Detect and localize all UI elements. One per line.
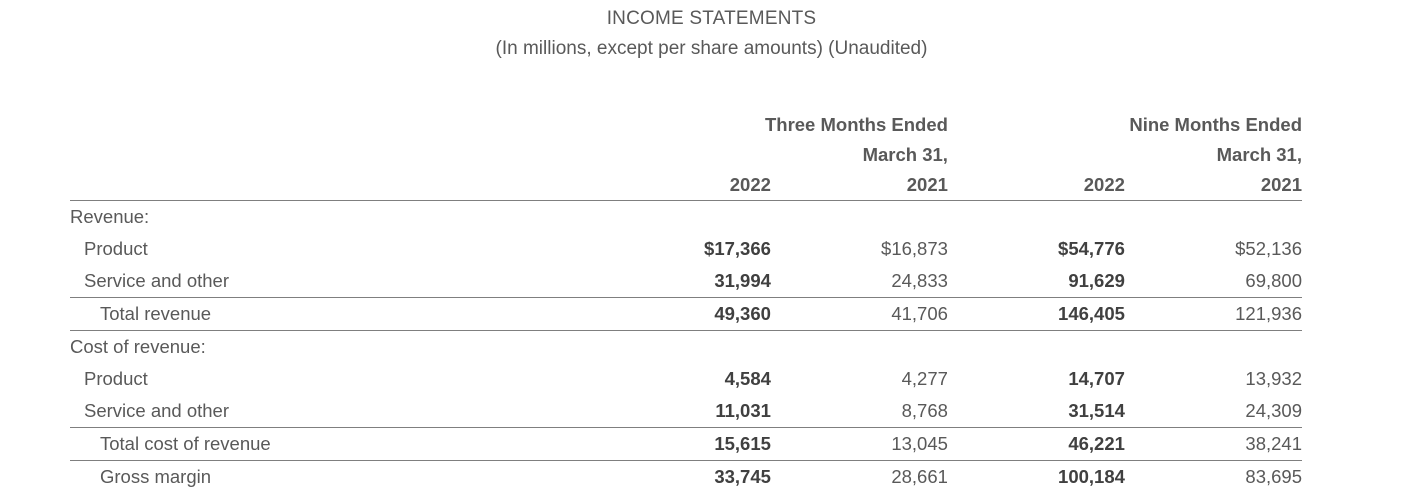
page-title: INCOME STATEMENTS bbox=[0, 6, 1423, 32]
row-value: 4,584 bbox=[621, 363, 771, 395]
table-row bbox=[70, 298, 1302, 331]
row-value: 31,514 bbox=[975, 395, 1125, 428]
row-value bbox=[975, 201, 1125, 234]
title-block bbox=[0, 0, 1423, 62]
row-value: $54,776 bbox=[975, 233, 1125, 265]
row-value bbox=[621, 331, 771, 364]
row-value: 4,277 bbox=[798, 363, 948, 395]
row-value bbox=[1152, 331, 1302, 364]
row-value: $17,366 bbox=[621, 233, 771, 265]
row-value: 31,994 bbox=[621, 265, 771, 298]
row-value bbox=[798, 331, 948, 364]
table-body bbox=[70, 201, 1302, 493]
row-value: 28,661 bbox=[798, 461, 948, 493]
header-group-row bbox=[70, 110, 1302, 140]
row-value: $52,136 bbox=[1152, 233, 1302, 265]
header-blank bbox=[70, 110, 621, 140]
row-value: $16,873 bbox=[798, 233, 948, 265]
table-header bbox=[70, 110, 1302, 201]
header-blank-2 bbox=[70, 140, 621, 170]
row-value: 15,615 bbox=[621, 428, 771, 461]
table-row bbox=[70, 331, 1302, 364]
row-value: 24,833 bbox=[798, 265, 948, 298]
row-value: 49,360 bbox=[621, 298, 771, 331]
row-value: 13,932 bbox=[1152, 363, 1302, 395]
row-value: 100,184 bbox=[975, 461, 1125, 493]
row-label: Product bbox=[70, 363, 621, 395]
column-header-year-2: 2021 bbox=[798, 170, 948, 201]
row-value: 91,629 bbox=[975, 265, 1125, 298]
header-blank-3 bbox=[70, 170, 621, 201]
table-row bbox=[70, 395, 1302, 428]
row-label: Revenue: bbox=[70, 201, 621, 234]
row-value: 13,045 bbox=[798, 428, 948, 461]
table-row bbox=[70, 201, 1302, 234]
row-value bbox=[798, 201, 948, 234]
page-subtitle: (In millions, except per share amounts) (Unaudited) bbox=[0, 36, 1423, 62]
table-row bbox=[70, 265, 1302, 298]
row-value: 69,800 bbox=[1152, 265, 1302, 298]
row-label: Service and other bbox=[70, 265, 621, 298]
row-value: 33,745 bbox=[621, 461, 771, 493]
row-value: 24,309 bbox=[1152, 395, 1302, 428]
row-value: 83,695 bbox=[1152, 461, 1302, 493]
row-value: 8,768 bbox=[798, 395, 948, 428]
table-row bbox=[70, 233, 1302, 265]
row-value bbox=[621, 201, 771, 234]
table-row bbox=[70, 363, 1302, 395]
table-row bbox=[70, 428, 1302, 461]
row-value: 38,241 bbox=[1152, 428, 1302, 461]
row-value: 146,405 bbox=[975, 298, 1125, 331]
column-header-year-3: 2022 bbox=[975, 170, 1125, 201]
row-label: Total cost of revenue bbox=[70, 428, 621, 461]
header-date-row bbox=[70, 140, 1302, 170]
row-label: Cost of revenue: bbox=[70, 331, 621, 364]
row-label: Product bbox=[70, 233, 621, 265]
income-statement-table bbox=[70, 110, 1302, 493]
row-value: 121,936 bbox=[1152, 298, 1302, 331]
row-label: Service and other bbox=[70, 395, 621, 428]
column-group-three-months: Three Months Ended bbox=[621, 110, 948, 140]
column-header-year-1: 2022 bbox=[621, 170, 771, 201]
column-header-year-4: 2021 bbox=[1152, 170, 1302, 201]
row-value bbox=[1152, 201, 1302, 234]
table-row bbox=[70, 461, 1302, 493]
row-value: 11,031 bbox=[621, 395, 771, 428]
row-value: 46,221 bbox=[975, 428, 1125, 461]
header-year-row bbox=[70, 170, 1302, 201]
column-group-nine-months: Nine Months Ended bbox=[975, 110, 1302, 140]
row-label: Total revenue bbox=[70, 298, 621, 331]
column-group-three-months-date: March 31, bbox=[621, 140, 948, 170]
row-value: 41,706 bbox=[798, 298, 948, 331]
row-label: Gross margin bbox=[70, 461, 621, 493]
row-value: 14,707 bbox=[975, 363, 1125, 395]
row-value bbox=[975, 331, 1125, 364]
column-group-nine-months-date: March 31, bbox=[975, 140, 1302, 170]
